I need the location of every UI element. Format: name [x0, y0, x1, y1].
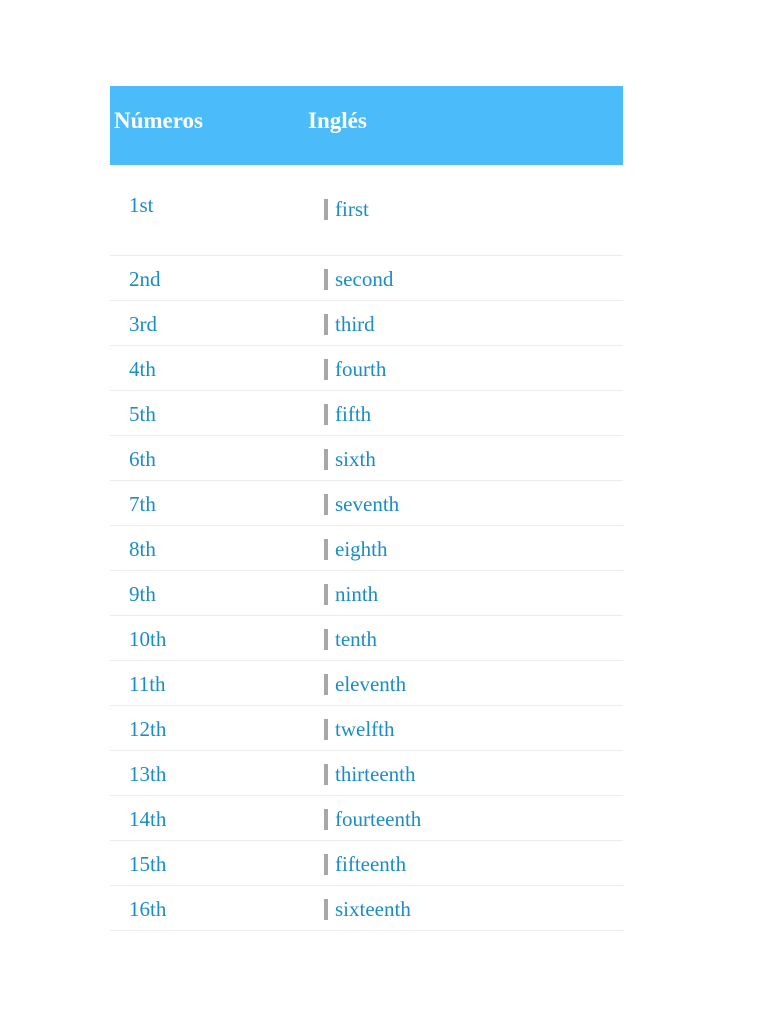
marker-bar: [324, 269, 328, 290]
english-word-text: second: [335, 267, 394, 291]
table-row: [110, 165, 623, 256]
ordinal-number-cell: 8th: [129, 537, 156, 561]
ordinal-number-cell: 7th: [129, 492, 156, 516]
marker-bar: [324, 584, 328, 605]
table-row: [110, 301, 623, 346]
table-row: [110, 526, 623, 571]
english-word-text: third: [335, 312, 375, 336]
english-word-cell: [324, 762, 415, 786]
ordinal-number-cell: 16th: [129, 897, 167, 921]
marker-bar: [324, 314, 328, 335]
ordinal-number-cell: 15th: [129, 852, 167, 876]
english-word-text: first: [335, 197, 369, 221]
english-word-text: sixteenth: [335, 897, 411, 921]
english-word-text: fourteenth: [335, 807, 422, 831]
english-word-text: twelfth: [335, 717, 395, 741]
ordinal-number-cell: 5th: [129, 402, 156, 426]
marker-bar: [324, 674, 328, 695]
english-word-text: tenth: [335, 627, 377, 651]
english-word-cell: [324, 582, 378, 606]
ordinal-number-cell: 6th: [129, 447, 156, 471]
english-word-text: eighth: [335, 537, 388, 561]
english-word-cell: [324, 197, 369, 221]
english-word-text: fifteenth: [335, 852, 407, 876]
ordinal-number-cell: 12th: [129, 717, 167, 741]
marker-bar: [324, 449, 328, 470]
ordinal-number-cell: 10th: [129, 627, 167, 651]
table-body: [110, 165, 623, 931]
marker-bar: [324, 359, 328, 380]
english-word-cell: [324, 402, 371, 426]
table-row: [110, 616, 623, 661]
english-word-cell: [324, 492, 399, 516]
english-word-text: seventh: [335, 492, 400, 516]
marker-bar: [324, 809, 328, 830]
ordinal-numbers-table: [110, 86, 623, 931]
english-word-text: thirteenth: [335, 762, 416, 786]
english-word-text: fourth: [335, 357, 387, 381]
ordinal-number-cell: 2nd: [129, 267, 161, 291]
ordinal-number-cell: 13th: [129, 762, 167, 786]
table-row: [110, 751, 623, 796]
english-word-cell: [324, 312, 375, 336]
english-word-cell: [324, 897, 411, 921]
table-row: [110, 256, 623, 301]
marker-bar: [324, 719, 328, 740]
ordinal-number-cell: 3rd: [129, 312, 157, 336]
english-word-text: ninth: [335, 582, 379, 606]
ordinal-number-cell: 14th: [129, 807, 167, 831]
table-row: [110, 571, 623, 616]
table-row: [110, 706, 623, 751]
table-row: [110, 346, 623, 391]
table-row: [110, 391, 623, 436]
table-header: [110, 86, 623, 165]
ordinal-number-cell: 1st: [129, 193, 154, 217]
marker-bar: [324, 629, 328, 650]
english-word-cell: [324, 447, 376, 471]
english-word-cell: [324, 852, 406, 876]
ordinal-number-cell: 4th: [129, 357, 156, 381]
english-word-cell: [324, 357, 386, 381]
marker-bar: [324, 899, 328, 920]
english-word-text: eleventh: [335, 672, 407, 696]
ordinal-number-cell: 9th: [129, 582, 156, 606]
table-row: [110, 796, 623, 841]
marker-bar: [324, 854, 328, 875]
table-row: [110, 661, 623, 706]
table-row: [110, 886, 623, 931]
english-word-text: sixth: [335, 447, 376, 471]
english-word-cell: [324, 267, 393, 291]
english-word-cell: [324, 627, 377, 651]
english-word-cell: [324, 537, 388, 561]
marker-bar: [324, 494, 328, 515]
english-word-text: fifth: [335, 402, 372, 426]
header-numeros: Números: [114, 108, 204, 133]
english-word-cell: [324, 717, 394, 741]
table-row: [110, 481, 623, 526]
english-word-cell: [324, 672, 406, 696]
marker-bar: [324, 539, 328, 560]
marker-bar: [324, 199, 328, 220]
marker-bar: [324, 404, 328, 425]
table-row: [110, 436, 623, 481]
ordinal-number-cell: 11th: [129, 672, 166, 696]
marker-bar: [324, 764, 328, 785]
english-word-cell: [324, 807, 421, 831]
header-ingles: Inglés: [308, 108, 367, 133]
table-row: [110, 841, 623, 886]
